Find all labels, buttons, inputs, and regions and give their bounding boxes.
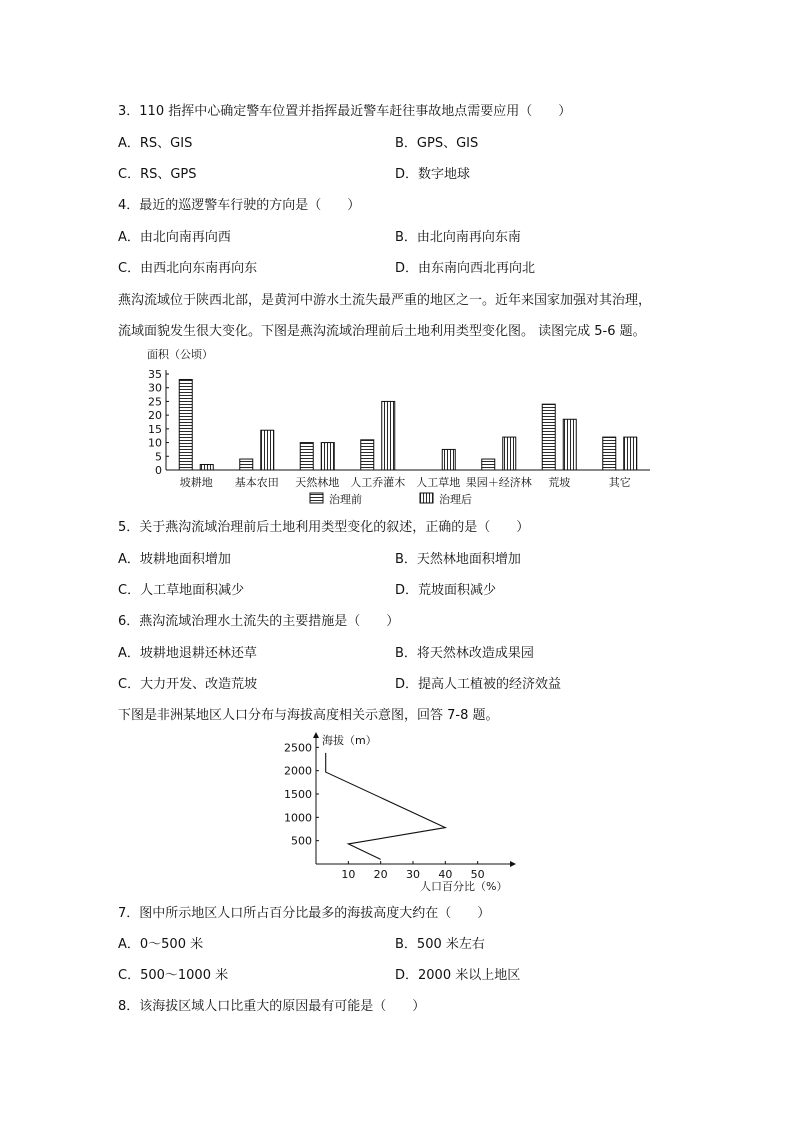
x-tick-label: 50 (470, 868, 485, 881)
x-tick-label: 40 (438, 868, 453, 881)
legend-label-before: 治理前 (329, 493, 362, 506)
x-tick-label: 10 (341, 868, 356, 881)
q7-stem: 7．图中所示地区人口所占百分比最多的海拔高度大约在（ ） (118, 906, 491, 921)
q6-stem: 6．燕沟流域治理水土流失的主要措施是（ ） (118, 614, 400, 629)
bar-after-3 (382, 401, 395, 470)
y-tick-label: 2500 (284, 741, 312, 755)
y-tick-label: 2000 (284, 764, 312, 778)
legend-label-after: 治理后 (439, 493, 472, 506)
passage1-line1: 燕沟流域位于陕西北部，是黄河中游水土流失最严重的地区之一。近年来国家加强对其治理， (118, 293, 652, 308)
bar-after-0 (200, 465, 213, 470)
x-tick-label: 荒坡 (548, 476, 571, 489)
x-tick-label: 人工草地 (416, 476, 461, 489)
y-tick-label: 1500 (284, 788, 312, 801)
population-line (326, 753, 446, 859)
q7-option-b: B．500 米左右 (395, 937, 485, 952)
q4-stem: 4．最近的巡逻警车行驶的方向是（ ） (118, 198, 361, 213)
y-tick-label: 15 (148, 422, 162, 436)
q6-option-a: A．坡耕地退耕还林还草 (118, 646, 257, 661)
q4-option-d: D．由东南向西北再向北 (395, 261, 536, 276)
bar-before-1 (240, 459, 253, 470)
x-axis-arrow (510, 861, 516, 867)
q5-stem: 5．关于燕沟流域治理前后土地利用类型变化的叙述，正确的是（ ） (118, 520, 530, 535)
x-tick-label: 30 (406, 868, 420, 881)
bar-before-7 (603, 437, 616, 470)
q7-option-a: A．0～500 米 (118, 937, 204, 952)
q5-option-c: C．人工草地面积减少 (118, 583, 245, 598)
x-tick-label: 20 (373, 868, 388, 881)
y-tick-label: 25 (148, 395, 162, 409)
x-tick-label: 坡耕地 (179, 476, 213, 489)
q5-option-a: A．坡耕地面积增加 (118, 552, 231, 567)
bar-after-6 (563, 419, 576, 470)
q3-option-a: A．RS、GIS (118, 136, 193, 151)
q3-option-b: B．GPS、GIS (395, 136, 479, 151)
population-altitude-chart (270, 728, 530, 896)
q3-option-d: D．数字地球 (395, 167, 471, 182)
q4-option-a: A．由北向南再向西 (118, 230, 231, 245)
q3-stem: 3．110 指挥中心确定警车位置并指挥最近警车赶往事故地点需要应用（ ） (118, 104, 572, 119)
bar-before-0 (179, 379, 192, 470)
y-axis-label: 面积（公顷） (147, 348, 213, 361)
q4-option-b: B．由北向南再向东南 (395, 230, 521, 245)
q6-option-d: D．提高人工植被的经济效益 (395, 677, 562, 692)
y-tick-label: 30 (148, 381, 162, 395)
bar-after-4 (442, 449, 455, 470)
y-axis-arrow (313, 732, 319, 738)
x-tick-label: 其它 (608, 476, 631, 489)
q5-option-b: B．天然林地面积增加 (395, 552, 521, 567)
q7-option-d: D．2000 米以上地区 (395, 968, 521, 983)
y-tick-label: 35 (148, 368, 162, 381)
bar-after-7 (624, 437, 637, 470)
q8-stem: 8．该海拔区域人口比重大的原因最有可能是（ ） (118, 999, 426, 1014)
y-tick-label: 0 (155, 464, 162, 477)
x-tick-label: 人工乔灌木 (350, 476, 406, 489)
land-use-bar-chart (140, 346, 665, 516)
q6-option-c: C．大力开发、改造荒坡 (118, 677, 258, 692)
x-axis-label: 人口百分比（%） (420, 880, 508, 893)
x-tick-label: 基本农田 (234, 476, 279, 489)
y-tick-label: 1000 (284, 811, 312, 825)
passage1-line2: 流域面貌发生很大变化。下图是燕沟流域治理前后土地利用类型变化图。 读图完成 5-6 题。 (118, 324, 646, 339)
bar-before-5 (482, 459, 495, 470)
bar-after-5 (503, 437, 516, 470)
bar-after-1 (261, 430, 274, 470)
y-axis-label: 海拔（m） (322, 734, 377, 747)
x-tick-label: 果园＋经济林 (465, 476, 532, 489)
bar-before-6 (542, 404, 555, 470)
q3-option-c: C．RS、GPS (118, 167, 197, 182)
y-tick-label: 10 (148, 436, 162, 450)
legend-swatch-after (420, 493, 433, 503)
q6-option-b: B．将天然林改造成果园 (395, 646, 534, 661)
x-tick-label: 天然林地 (295, 476, 340, 489)
q5-option-d: D．荒坡面积减少 (395, 583, 497, 598)
bar-before-3 (361, 440, 374, 470)
passage2-line1: 下图是非洲某地区人口分布与海拔高度相关示意图，回答 7-8 题。 (118, 708, 499, 723)
bar-after-2 (321, 443, 334, 470)
legend-swatch-before (310, 493, 323, 503)
q7-option-c: C．500～1000 米 (118, 968, 229, 983)
y-tick-label: 5 (155, 450, 162, 464)
bar-before-2 (300, 443, 313, 470)
q4-option-c: C．由西北向东南再向东 (118, 261, 258, 276)
y-tick-label: 500 (291, 834, 312, 848)
y-tick-label: 20 (148, 409, 162, 423)
